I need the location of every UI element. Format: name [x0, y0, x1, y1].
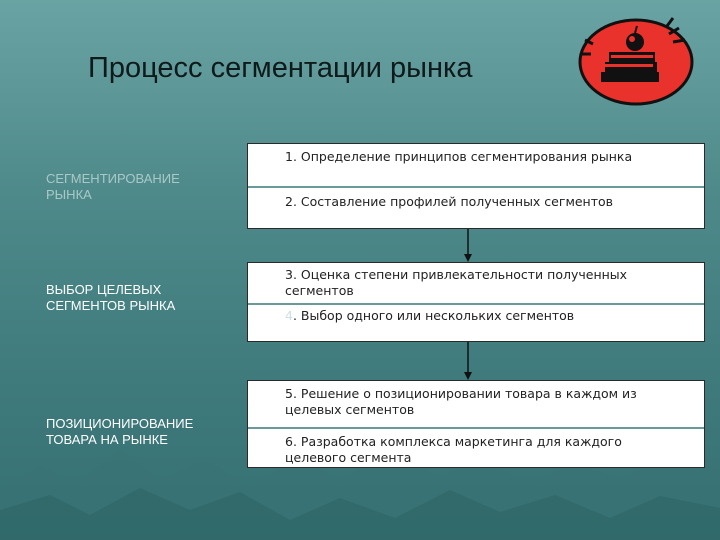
stage-label-line: СЕГМЕНТОВ РЫНКА	[46, 298, 176, 313]
step-3	[285, 267, 696, 299]
segmentation-steps-box	[247, 143, 705, 229]
step-6	[285, 434, 696, 466]
step-6-line: 6. Разработка комплекса маркетинга для каждого	[285, 434, 622, 449]
step-5-line: 5. Решение о позиционировании товара в каждом из	[285, 386, 637, 401]
stage-label-line: ВЫБОР ЦЕЛЕВЫХ	[46, 282, 162, 297]
down-arrow-icon	[464, 342, 472, 380]
stage-label-line: ТОВАРА НА РЫНКЕ	[46, 432, 168, 447]
box-separator	[248, 303, 704, 305]
stage-target-selection	[46, 282, 175, 314]
step-4	[285, 308, 696, 324]
box-separator	[248, 427, 704, 429]
positioning-steps-box	[247, 380, 705, 468]
step-5-line: целевых сегментов	[285, 402, 415, 417]
step-5	[285, 386, 696, 418]
page-title: Процесс сегментации рынка	[88, 52, 473, 84]
target-selection-steps-box	[247, 262, 705, 342]
step-3-line: сегментов	[285, 283, 354, 298]
box-separator	[248, 186, 704, 188]
step-2: 2. Составление профилей полученных сегментов	[285, 194, 614, 209]
step-4-number: 4	[285, 308, 293, 323]
step-6-line: целевого сегмента	[285, 450, 412, 465]
stage-label-line: ПОЗИЦИОНИРОВАНИЕ	[46, 416, 194, 431]
stage-segmentation	[46, 171, 180, 203]
step-1: 1. Определение принципов сегментирования рынка	[285, 149, 633, 164]
stage-positioning	[46, 416, 193, 448]
step-4-text: . Выбор одного или нескольких сегментов	[292, 308, 575, 323]
stage-label-line: СЕГМЕНТИРОВАНИЕ	[46, 171, 180, 186]
books-and-apple-icon	[573, 14, 705, 110]
stage-label-line: РЫНКА	[46, 187, 92, 202]
step-3-line: 3. Оценка степени привлекательности полученных	[285, 267, 628, 282]
down-arrow-icon	[464, 229, 472, 262]
